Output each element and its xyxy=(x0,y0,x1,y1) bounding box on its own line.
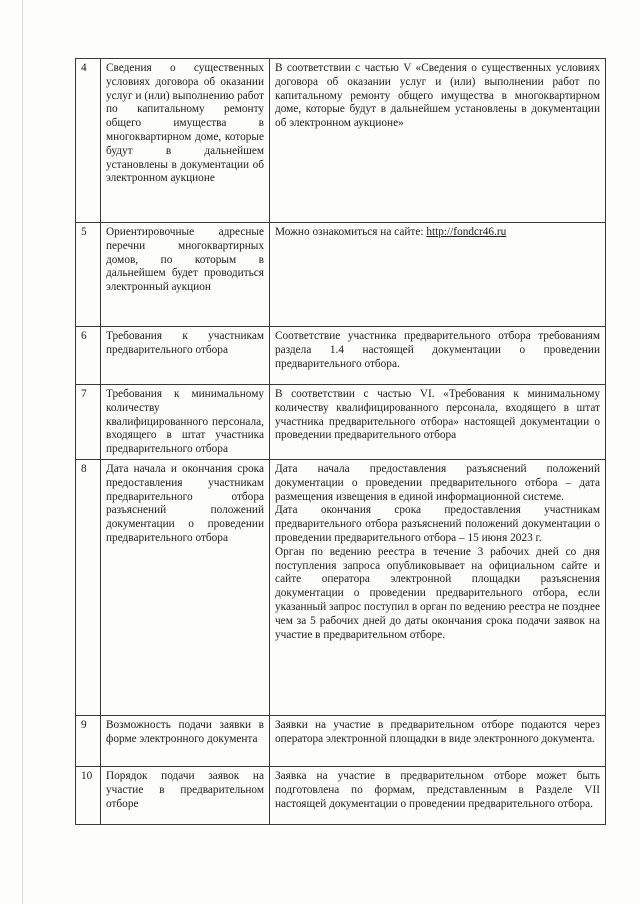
document-table xyxy=(75,58,606,825)
row-description xyxy=(270,459,606,715)
fund-website-link[interactable]: http://fondcr46.ru xyxy=(426,226,507,238)
row-description xyxy=(270,715,606,766)
row-number: 5 xyxy=(76,223,101,327)
table-row xyxy=(76,327,606,385)
description-paragraph: В соответствии с частью VI. «Требования к минимальному количеству квалифицированного персонала, входящего в штат участника предварительного отбора» настоящей документации о проведении предварительного отбора xyxy=(275,388,600,442)
row-description xyxy=(270,766,606,824)
row-number: 8 xyxy=(76,459,101,715)
description-text: Можно ознакомиться на сайте: xyxy=(275,226,427,238)
scan-edge-mark xyxy=(22,0,23,904)
row-parameter-name: Дата начала и окончания срока предоставления участникам предварительного отбора разъяснений положений документации о проведении предварительного отбора xyxy=(101,459,270,715)
table-row xyxy=(76,385,606,460)
description-paragraph: Заявка на участие в предварительном отборе может быть подготовлена по формам, представленным в Разделе VII настоящей документации о проведении предварительного отбора. xyxy=(275,769,600,810)
description-paragraph: Орган по ведению реестра в течение 3 рабочих дней со дня поступления запроса опубликовывает на официальном сайте и сайте оператора электронной площадки разъяснения документации о проведении предварительного отбора, если указанный запрос поступил в орган по ведению реестра не позднее чем за 5 рабочих дней до даты окончания срока подачи заявок на участие в предварительном отборе. xyxy=(275,545,600,641)
row-parameter-name: Требования к минимальному количеству квалифицированного персонала, входящего в штат участника предварительного отбора xyxy=(101,385,270,460)
row-parameter-name: Требования к участникам предварительного отбора xyxy=(101,327,270,385)
row-parameter-name: Ориентировочные адресные перечни многоквартирных домов, по которым в дальнейшем будет проводиться электронный аукцион xyxy=(101,223,270,327)
table-row xyxy=(76,223,606,327)
row-description xyxy=(270,223,606,327)
description-paragraph: Дата начала предоставления разъяснений положений документации о проведении предварительного отбора – дата размещения извещения в единой информационной системе. xyxy=(275,462,600,503)
row-number: 4 xyxy=(76,59,101,223)
row-parameter-name: Возможность подачи заявки в форме электронного документа xyxy=(101,715,270,766)
row-number: 9 xyxy=(76,715,101,766)
row-number: 10 xyxy=(76,766,101,824)
row-number: 7 xyxy=(76,385,101,460)
row-description xyxy=(270,59,606,223)
row-number: 6 xyxy=(76,327,101,385)
table-row xyxy=(76,59,606,223)
description-paragraph: В соответствии с частью V «Сведения о существенных условиях договора об оказании услуг и (или) выполнении работ по капитальному ремонту общего имущества в многоквартирном доме, которые будут в дальнейшем установлены в документации об электронном аукционе» xyxy=(275,62,600,130)
description-paragraph: Заявки на участие в предварительном отборе подаются через оператора электронной площадки в виде электронного документа. xyxy=(275,718,600,745)
table-row xyxy=(76,715,606,766)
table-row xyxy=(76,459,606,715)
row-description xyxy=(270,385,606,460)
description-paragraph: Дата окончания срока предоставления участникам предварительного отбора разъяснений положений документации о проведении предварительного отбора – 15 июня 2023 г. xyxy=(275,504,600,544)
row-parameter-name: Порядок подачи заявок на участие в предварительном отборе xyxy=(101,766,270,824)
row-parameter-name: Сведения о существенных условиях договора об оказании услуг и (или) выполнению работ по капитальному ремонту общего имущества в многоквартирном доме, которые будут в дальнейшем установлены в документации об электронном аукционе xyxy=(101,59,270,223)
description-paragraph: Соответствие участника предварительного отбора требованиям раздела 1.4 настоящей документации о проведении предварительного отбора. xyxy=(275,330,600,370)
table-row xyxy=(76,766,606,824)
row-description xyxy=(270,327,606,385)
